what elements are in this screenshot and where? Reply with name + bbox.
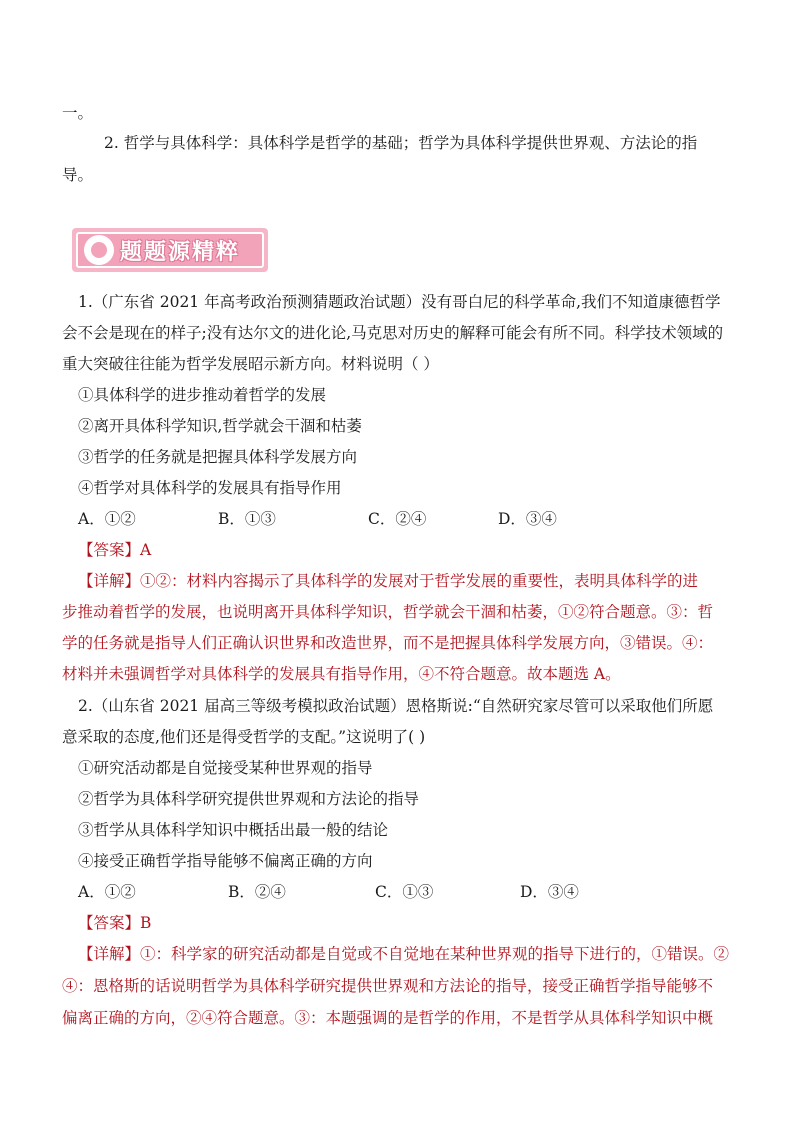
q1-detail-label: 【详解】 (78, 572, 141, 590)
q1-option-c: C．②④ (368, 510, 427, 528)
q2-answer-label: 【答案】 (78, 914, 141, 932)
q1-detail-text-1: ①②：材料内容揭示了具体科学的发展对于哲学发展的重要性，表明具体科学的进 (140, 572, 699, 590)
q1-detail-line-2: 步推动着哲学的发展，也说明离开具体科学知识，哲学就会干涸和枯萎，①②符合题意。③：哲 (62, 603, 714, 621)
q2-detail-text-1: ①：科学家的研究活动都是自觉或不自觉地在某种世界观的指导下进行的，①错误。② (140, 945, 730, 963)
q1-answer-label: 【答案】 (78, 541, 141, 559)
q1-statement-3: ③哲学的任务就是把握具体科学发展方向 (78, 448, 358, 466)
q1-option-a: A．①② (78, 510, 136, 528)
q1-answer (78, 540, 151, 560)
q2-stem-line-1: 2.（山东省 2021 届高三等级考模拟政治试题）恩格斯说:“自然研究家尽管可以采取他们所愿 (78, 697, 714, 715)
prev-tail: 一。 (62, 104, 94, 122)
q2-option-c: C．①③ (375, 883, 434, 901)
q1-option-d: D．③④ (498, 510, 557, 528)
q2-statement-3: ③哲学从具体科学知识中概括出最一般的结论 (78, 821, 389, 839)
q1-statement-4: ④哲学对具体科学的发展具有指导作用 (78, 479, 342, 497)
q2-statement-4: ④接受正确哲学指导能够不偏离正确的方向 (78, 852, 373, 870)
q2-option-d: D．③④ (520, 883, 579, 901)
q1-statement-2: ②离开具体科学知识,哲学就会干涸和枯萎 (78, 417, 362, 435)
q1-stem-line-3: 重大突破往往能为哲学发展昭示新方向。材料说明（ ） (62, 355, 439, 373)
q1-statement-1: ①具体科学的进步推动着哲学的发展 (78, 386, 327, 404)
q2-answer-value: B (140, 914, 152, 932)
q2-option-a: A．①② (78, 883, 136, 901)
flower-icon (84, 235, 114, 265)
q1-stem-line-1: 1.（广东省 2021 年高考政治预测猜题政治试题）没有哥白尼的科学革命,我们不知道康德哲学 (78, 293, 721, 311)
point-2-line-1: 2. 哲学与具体科学：具体科学是哲学的基础；哲学为具体科学提供世界观、方法论的指 (104, 134, 698, 152)
q1-answer-value: A (140, 541, 152, 559)
q2-stem-line-2: 意采取的态度,他们还是得受哲学的支配。”这说明了( ) (62, 728, 426, 746)
q2-answer (78, 913, 151, 933)
section-banner (72, 228, 268, 272)
q2-detail-line-1 (78, 944, 729, 964)
q1-detail-line-4: 材料并未强调哲学对具体科学的发展具有指导作用，④不符合题意。故本题选 A。 (62, 665, 621, 683)
point-2-line-2: 导。 (62, 166, 94, 184)
q2-statement-1: ①研究活动都是自觉接受某种世界观的指导 (78, 759, 373, 777)
q2-statement-2: ②哲学为具体科学研究提供世界观和方法论的指导 (78, 790, 420, 808)
q2-option-b: B．②④ (228, 883, 286, 901)
q2-detail-label: 【详解】 (78, 945, 141, 963)
banner-title: 题题源精粹 (120, 239, 241, 265)
q2-detail-line-3: 偏离正确的方向，②④符合题意。③：本题强调的是哲学的作用，不是哲学从具体科学知识中概 (62, 1009, 714, 1027)
q1-detail-line-3: 学的任务就是指导人们正确认识世界和改造世界，而不是把握具体科学发展方向，③错误。④： (62, 634, 714, 652)
q1-detail-line-1 (78, 571, 698, 591)
q2-detail-line-2: ④：恩格斯的话说明哲学为具体科学研究提供世界观和方法论的指导，接受正确哲学指导能够不 (62, 977, 714, 995)
q1-stem-line-2: 会不会是现在的样子;没有达尔文的进化论,马克思对历史的解释可能会有所不同。科学技术领域的 (62, 324, 724, 342)
q1-option-b: B．①③ (218, 510, 276, 528)
